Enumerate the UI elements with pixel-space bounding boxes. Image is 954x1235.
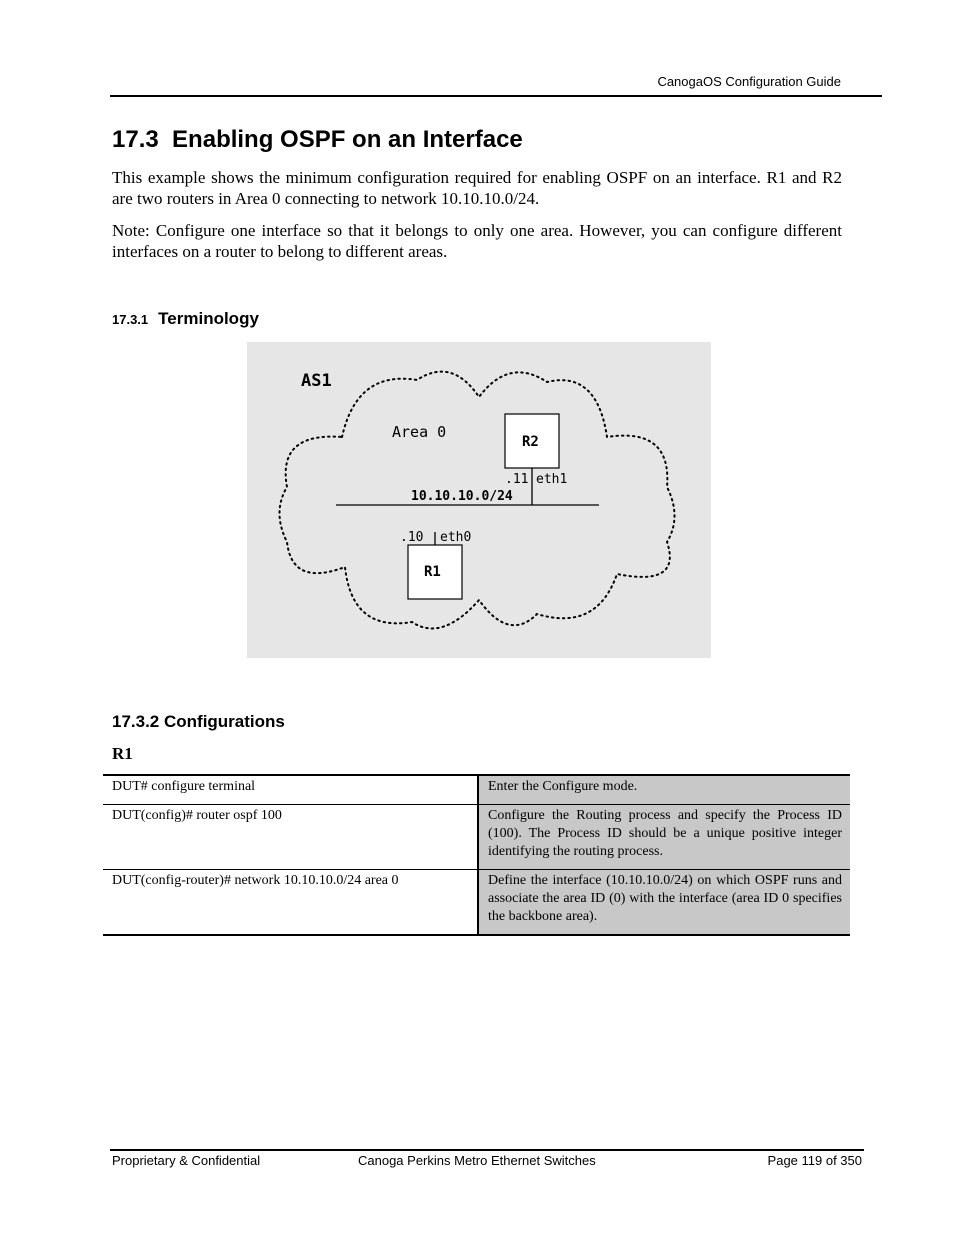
ospf-topology-diagram: [247, 342, 711, 658]
r2-interface: eth1: [536, 472, 568, 487]
footer-center: Canoga Perkins Metro Ethernet Switches: [358, 1153, 596, 1168]
description-cell: Enter the Configure mode.: [478, 775, 850, 805]
router-r1-label: R1: [424, 564, 441, 580]
command-cell: DUT# configure terminal: [103, 775, 478, 805]
subsection-number: 17.3.1: [112, 312, 149, 327]
footer-rule: [110, 1149, 864, 1151]
running-header: CanogaOS Configuration Guide: [657, 74, 841, 89]
subsection-title: Terminology: [158, 309, 259, 328]
table-row: [103, 870, 850, 936]
description-cell: Configure the Routing process and specify the Process ID (100). The Process ID should be a unique positive integer identifying the routing process.: [478, 805, 850, 870]
footer-left: Proprietary & Confidential: [112, 1153, 261, 1168]
r1-address: .10: [400, 530, 424, 545]
header-rule: [110, 95, 882, 97]
table-row: [103, 805, 850, 870]
r2-address: .11: [505, 472, 529, 487]
note-paragraph: Note: Configure one interface so that it belongs to only one area. However, you can configure different interfaces on a router to belong to different areas.: [112, 221, 842, 261]
section-title: 17.3 Enabling OSPF on an Interface: [112, 126, 523, 153]
footer-page-number: Page 119 of 350: [767, 1153, 862, 1168]
device-label: R1: [112, 744, 133, 763]
description-cell: Define the interface (10.10.10.0/24) on which OSPF runs and associate the area ID (0) with the interface (area ID 0 specifies the backbone area).: [478, 870, 850, 936]
r1-interface: eth0: [440, 530, 472, 545]
router-r2-label: R2: [522, 434, 539, 450]
as-label: AS1: [301, 371, 332, 391]
command-cell: DUT(config)# router ospf 100: [103, 805, 478, 870]
configuration-table: [103, 774, 850, 936]
subsection-configurations-heading: 17.3.2 Configurations: [112, 712, 285, 731]
area-label: Area 0: [392, 423, 447, 441]
subsection-terminology-heading: [112, 309, 259, 329]
table-row: [103, 775, 850, 805]
network-label: 10.10.10.0/24: [411, 489, 513, 504]
command-cell: DUT(config-router)# network 10.10.10.0/24 area 0: [103, 870, 478, 936]
intro-paragraph: This example shows the minimum configuration required for enabling OSPF on an interface. R1 and R2 are two routers in Area 0 connecting to network 10.10.10.0/24.: [112, 168, 842, 208]
